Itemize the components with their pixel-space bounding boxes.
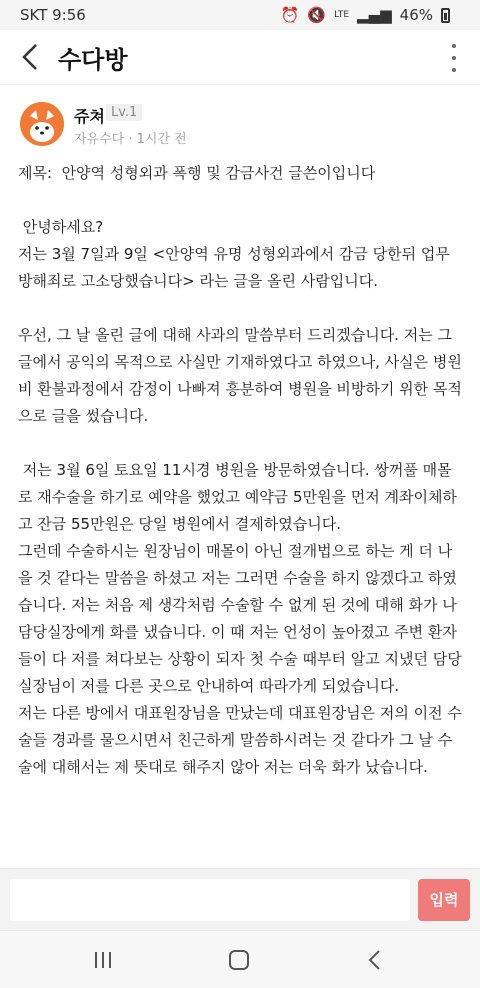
page-title: 수다방 [58, 46, 128, 74]
more-dot-icon [452, 68, 456, 72]
system-nav-bar [0, 930, 480, 988]
battery-icon [441, 8, 450, 23]
status-icons [281, 6, 450, 24]
avatar[interactable] [20, 102, 64, 146]
level-badge: Lv.1 [106, 104, 142, 121]
carrier-time: SKT 9:56 [20, 6, 86, 24]
back-button[interactable] [16, 42, 46, 72]
fox-avatar-icon [20, 102, 64, 146]
author-info [20, 102, 460, 152]
author-name[interactable]: 쥬쳐 [74, 107, 105, 126]
post-paragraph: 안녕하세요? [18, 218, 104, 236]
alarm-icon: ⏰ [280, 6, 300, 24]
post-body [18, 160, 464, 865]
post-paragraph: 그런데 수술하시는 원장님이 매몰이 아닌 절개법으로 하는 게 더 나을 것 같다는 말씀을 하셨고 저는 그러면 수술을 하지 않겠다고 하였습니다. 저는 처음 제 생각처럼 수술할 수 없게 된 것에 대해 화가 나 담당실장에게 화를 냈습니다. 이 때 저는 언성이 높아졌고 주변 환자들이 다 저를 쳐다보는 상황이 되자 첫 수술 때부터 알고 지냈던 담당실장님이 저를 다른 곳으로 안내하여 따라가게 되었습니다. [18, 542, 462, 695]
paragraph-gap [18, 187, 464, 214]
comment-input[interactable] [10, 879, 410, 921]
paragraph-gap [18, 430, 464, 457]
recent-apps-button[interactable] [88, 945, 118, 975]
home-button[interactable] [224, 945, 254, 975]
home-icon [224, 945, 254, 975]
more-options-button[interactable] [448, 44, 460, 72]
post-meta: 자유수다 · 1시간 전 [74, 132, 187, 147]
post-paragraph: 저는 3월 6일 토요일 11시경 병원을 방문하였습니다. 쌍꺼풀 매몰로 재수술을 하기로 예약을 했었고 예약금 5만원을 먼저 계좌이체하고 잔금 55만원은 당일 병원에서 결제하였습니다. [18, 461, 457, 533]
chevron-left-icon [16, 42, 46, 72]
post-paragraph: 제목: 안양역 성형외과 폭행 및 감금사건 글쓴이입니다 [18, 164, 376, 182]
chevron-left-icon [360, 945, 390, 975]
mute-icon: 🔇 [307, 6, 327, 24]
comment-bar [0, 868, 480, 931]
recent-apps-icon [88, 945, 118, 975]
signal-icon: ▂▄▆ [357, 6, 392, 24]
paragraph-gap [18, 295, 464, 322]
submit-button[interactable]: 입력 [418, 879, 470, 921]
app-header [0, 30, 480, 85]
system-back-button[interactable] [360, 945, 390, 975]
battery-percent: 46% [399, 6, 433, 24]
status-bar [0, 0, 480, 30]
post-paragraph: 우선, 그 날 올린 글에 대해 사과의 말씀부터 드리겠습니다. 저는 그 글에서 공익의 목적으로 사실만 기재하였다고 하였으나, 사실은 병원비 환불과정에서 감정이 나빠져 흥분하여 병원을 비방하기 위한 목적으로 글을 썼습니다. [18, 326, 462, 425]
network-type: LTE [334, 9, 350, 20]
post-paragraph: 저는 다른 방에서 대표원장님을 만났는데 대표원장님은 저의 이전 수술들 경과를 물으시면서 친근하게 말씀하시려는 것 같다가 그 날 수술에 대해서는 제 뜻대로 해주지 않아 저는 더욱 화가 났습니다. [18, 704, 462, 776]
post-paragraph: 저는 3월 7일과 9일 <안양역 유명 성형외과에서 감금 당한뒤 업무방해죄로 고소당했습니다> 라는 글을 올린 사람입니다. [18, 245, 450, 290]
more-dot-icon [452, 44, 456, 48]
more-dot-icon [452, 56, 456, 60]
